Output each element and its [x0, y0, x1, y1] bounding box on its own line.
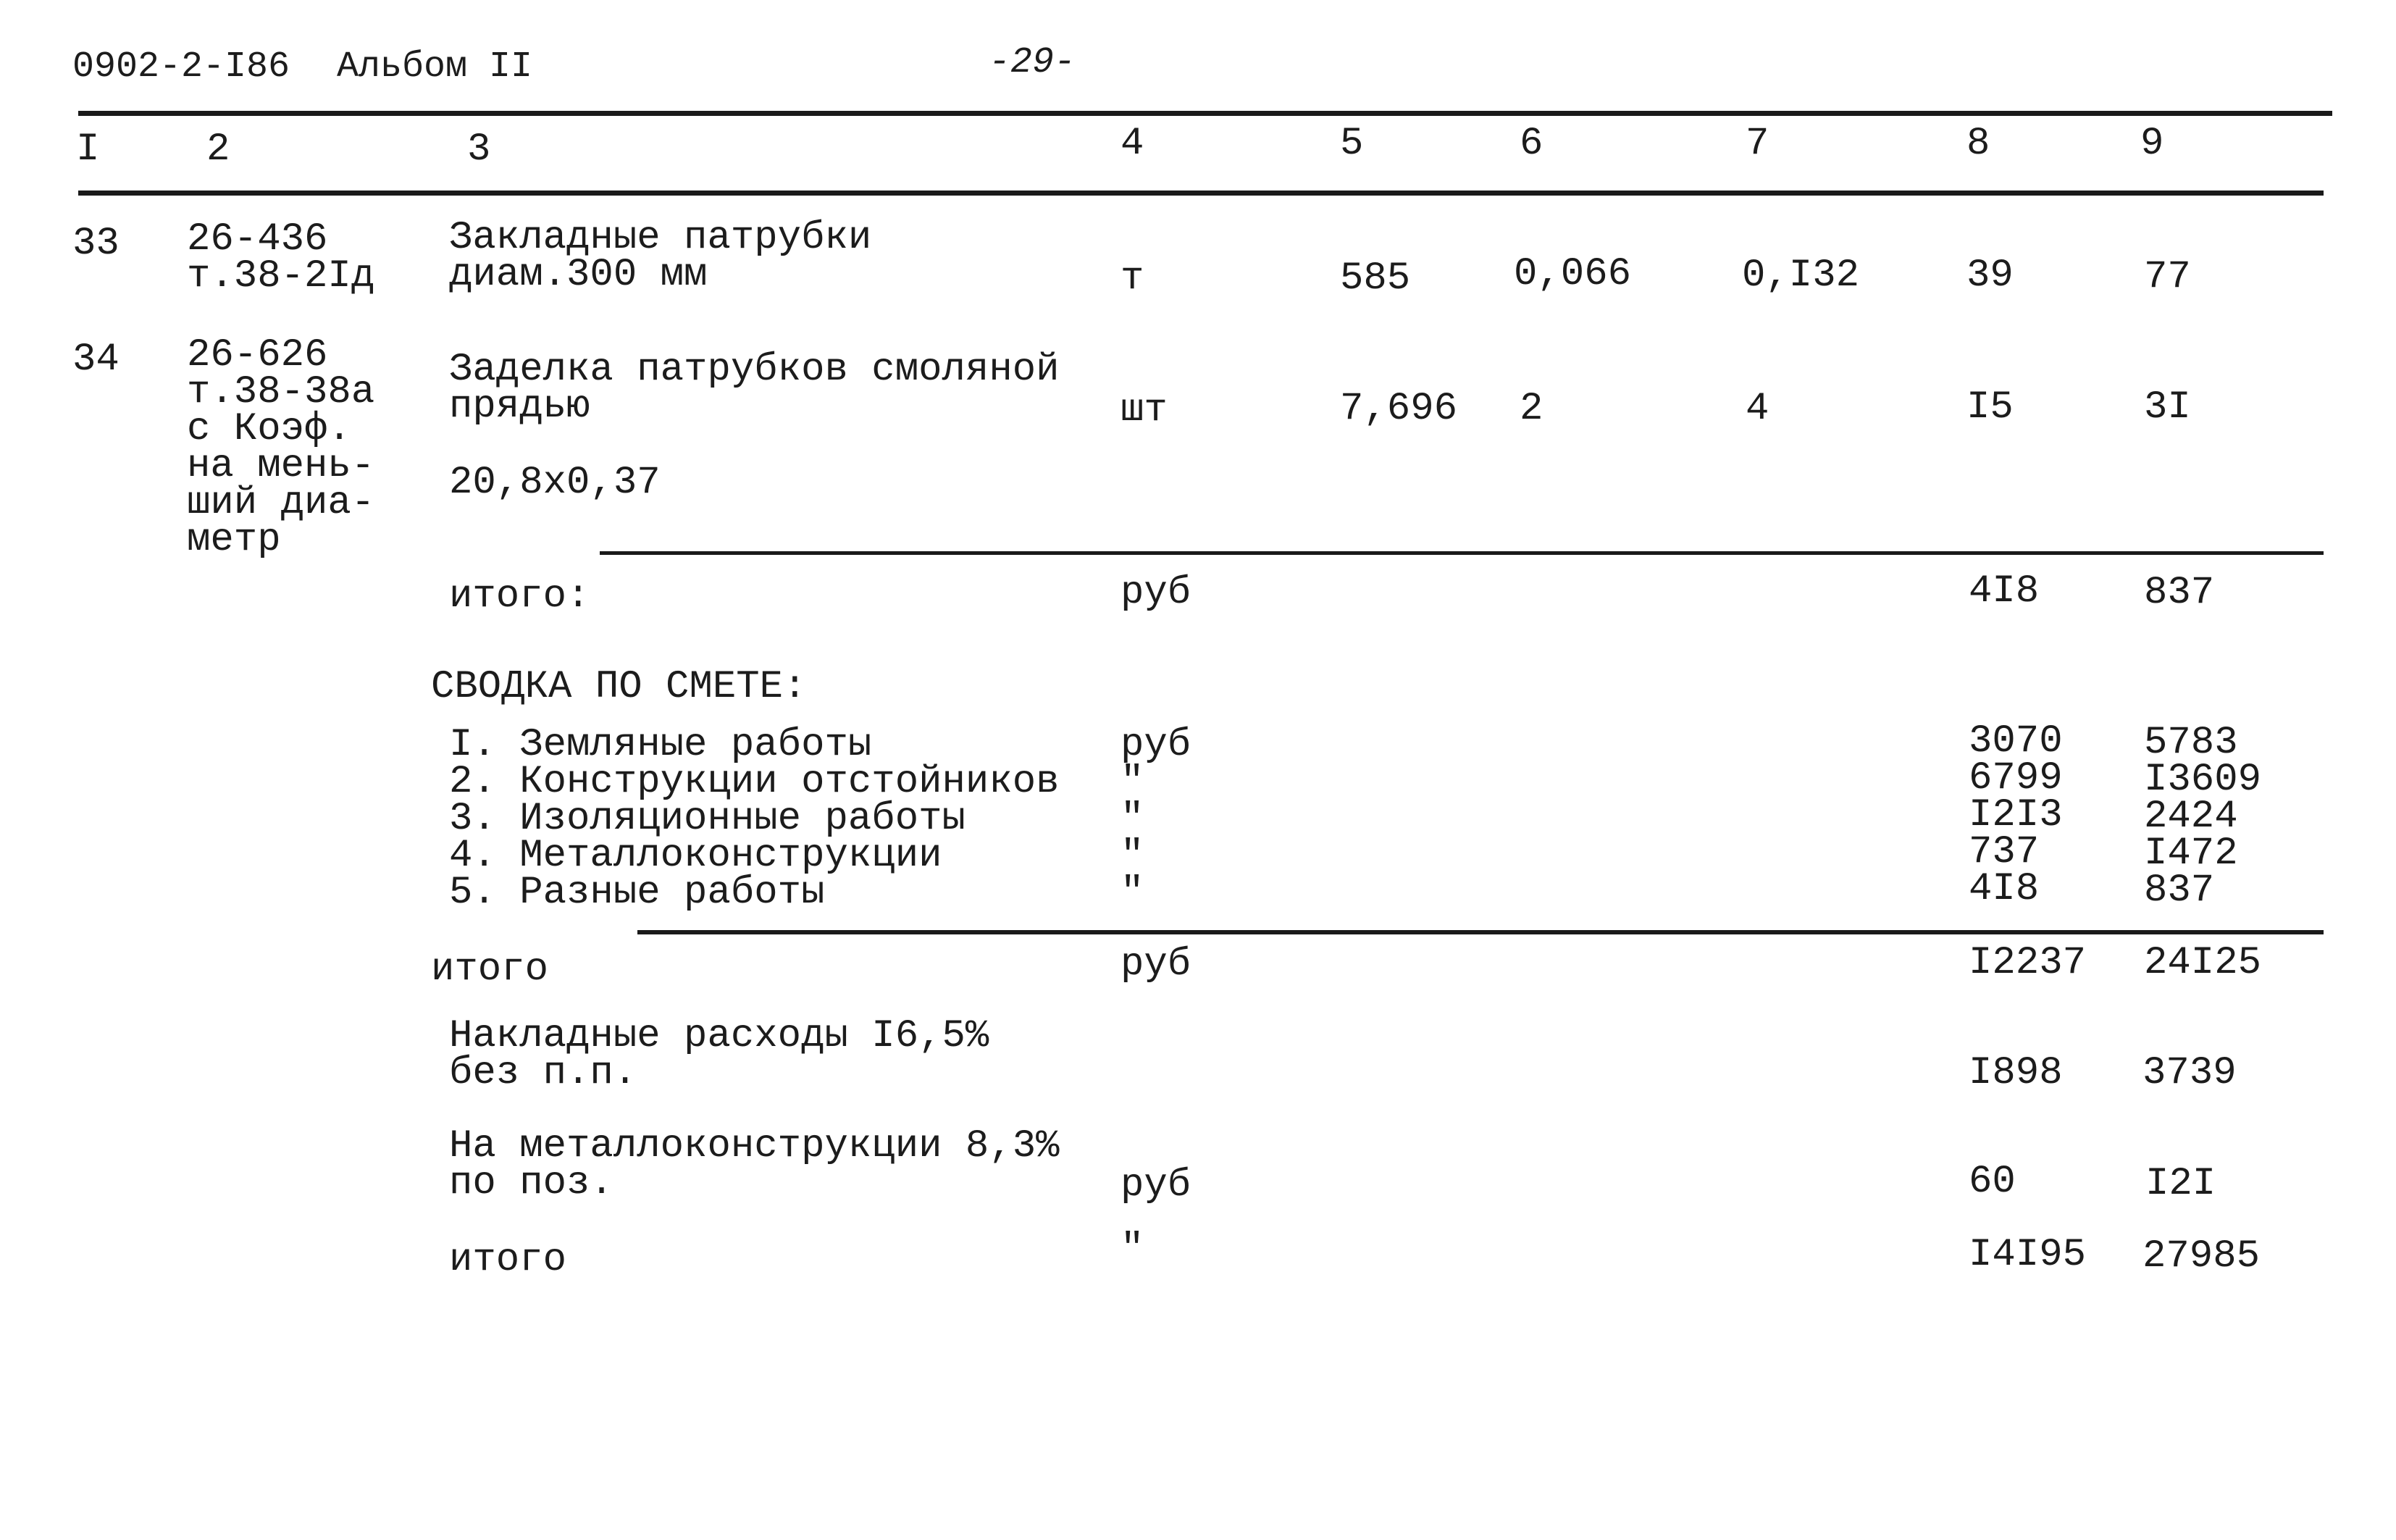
column-header-2: 2 [206, 127, 230, 172]
overhead-description: Накладные расходы I6,5% без п.п. [449, 1014, 989, 1095]
summary-title: СВОДКА ПО СМЕТЕ: [431, 665, 807, 709]
header-bottom-rule [78, 191, 2324, 196]
column-header-5: 5 [1340, 122, 1364, 166]
metal-overhead-description: На металлоконструкции 8,3% по поз. [449, 1124, 1060, 1205]
row-number: 33 [72, 222, 120, 266]
col6-cell: 2 [1520, 387, 1543, 431]
unit-cell: т [1120, 256, 1144, 301]
column-header-4: 4 [1120, 122, 1144, 166]
subtotal-col8: 4I8 [1969, 569, 2040, 614]
page-number: -29- [989, 42, 1076, 83]
metal-overhead-unit: руб [1120, 1163, 1191, 1208]
work-description: Заделка патрубков смоляной прядью [449, 348, 1060, 429]
subtotal-label: итого: [449, 574, 590, 619]
col9-cell: 77 [2144, 255, 2191, 299]
summary-item-col8: 3070 6799 I2I3 737 4I8 [1969, 719, 2063, 911]
work-quantity-formula: 20,8х0,37 [449, 461, 661, 505]
grand-total-col8: I4I95 [1969, 1233, 2087, 1277]
column-header-8: 8 [1966, 122, 1990, 166]
col7-cell: 0,I32 [1742, 254, 1860, 298]
col7-cell: 4 [1746, 387, 1769, 431]
grand-total-unit: " [1120, 1227, 1144, 1271]
subtotal-unit: руб [1120, 571, 1191, 615]
summary-total-unit: руб [1120, 942, 1191, 987]
list-item: I. Земляные работы [449, 723, 872, 767]
col8-cell: 39 [1966, 254, 2014, 298]
summary-total-rule [637, 930, 2324, 934]
summary-total-col8: I2237 [1969, 941, 2087, 985]
col8-cell: I5 [1966, 385, 2014, 430]
row-number: 34 [72, 338, 120, 382]
summary-item-units: руб " " " " [1120, 723, 1191, 915]
price-code: 26-626 т.38-38а с Коэф. на мень- ший диа- метр [187, 333, 375, 562]
metal-overhead-col8: 60 [1969, 1160, 2016, 1204]
list-item: 4. Металлоконструкции [449, 834, 942, 878]
column-header-7: 7 [1746, 122, 1769, 166]
unit-cell: шт [1120, 388, 1168, 432]
work-description: Закладные патрубки диам.300 мм [449, 216, 872, 297]
summary-total-col9: 24I25 [2144, 941, 2262, 985]
subtotal-col9: 837 [2144, 571, 2215, 615]
column-header-3: 3 [467, 127, 491, 172]
col5-cell: 585 [1340, 256, 1411, 301]
overhead-col8: I898 [1969, 1051, 2063, 1095]
column-header-6: 6 [1520, 122, 1543, 166]
table-top-rule [78, 111, 2332, 116]
list-item: 2. Конструкции отстойников [449, 760, 1060, 804]
album-label: Альбом II [337, 46, 533, 88]
document-code: 0902-2-I86 [72, 46, 290, 88]
overhead-col9: 3739 [2142, 1051, 2237, 1095]
column-header-1: I [76, 127, 100, 172]
metal-overhead-col9: I2I [2145, 1162, 2216, 1206]
column-header-9: 9 [2140, 122, 2164, 166]
col5-cell: 7,696 [1340, 387, 1458, 431]
summary-item-labels [449, 723, 1060, 915]
grand-total-col9: 27985 [2142, 1234, 2261, 1279]
col9-cell: 3I [2144, 385, 2191, 430]
list-item: 5. Разные работы [449, 871, 825, 915]
list-item: 3. Изоляционные работы [449, 797, 965, 841]
price-code: 26-436 т.38-2Iд [187, 217, 375, 298]
summary-item-col9: 5783 I3609 2424 I472 837 [2144, 721, 2262, 913]
subtotal-rule [600, 551, 2324, 555]
grand-total-label: итого [449, 1238, 567, 1282]
summary-total-label: итого [431, 947, 549, 992]
col6-cell: 0,066 [1514, 252, 1632, 296]
